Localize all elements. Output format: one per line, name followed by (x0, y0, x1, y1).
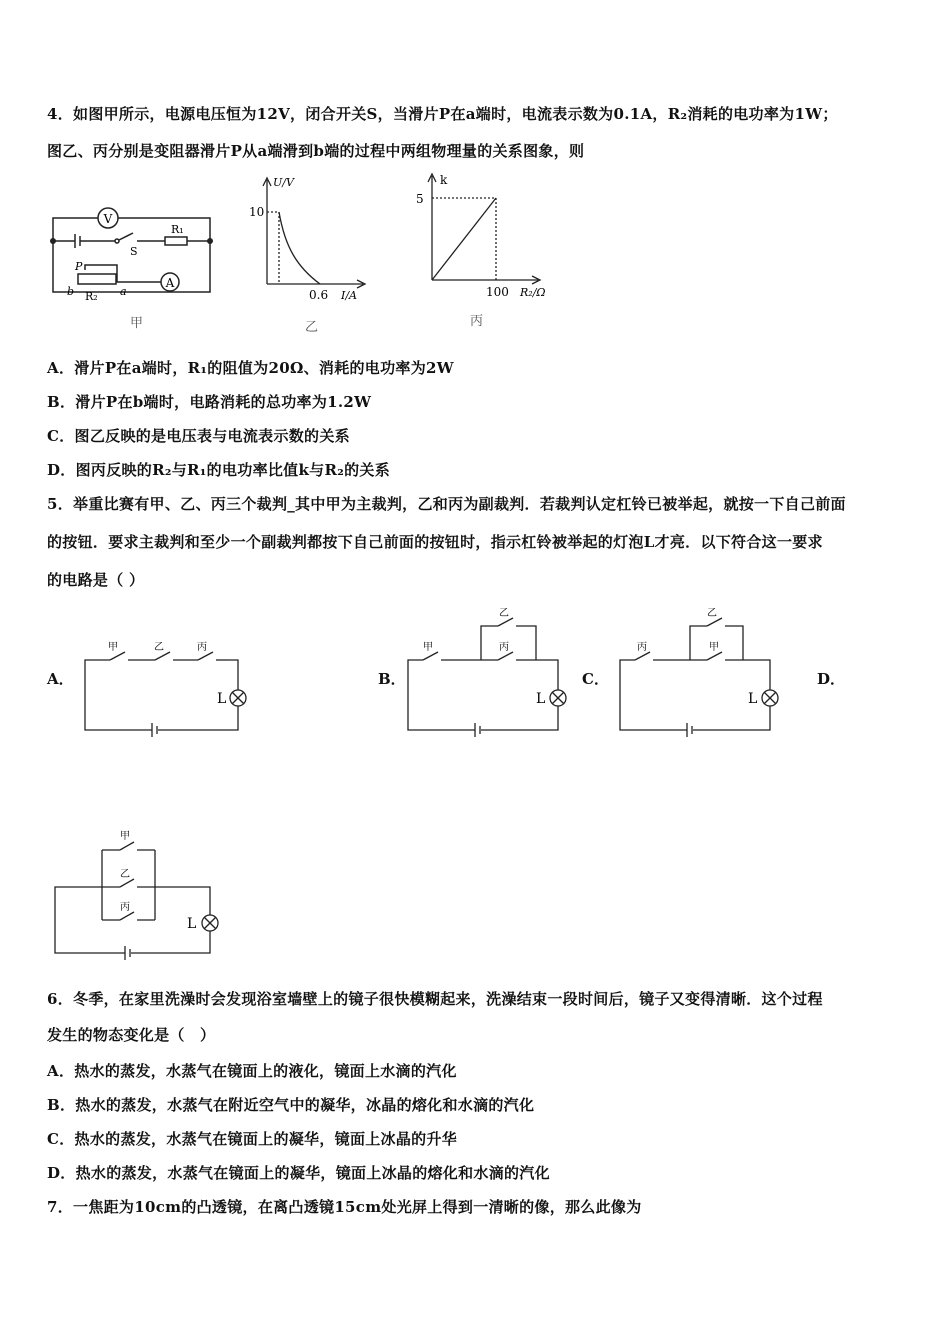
end-a-label: a (120, 285, 127, 298)
a-switch-bing: 丙 (197, 642, 207, 653)
b-switch-jia: 甲 (423, 642, 433, 653)
q4-option-b: B．滑片P在b端时，电路消耗的总功率为1.2W (47, 393, 372, 411)
c-lamp-label: L (748, 691, 758, 707)
c-switch-jia: 甲 (709, 642, 719, 653)
a-switch-jia: 甲 (108, 642, 118, 653)
r1-label: R₁ (171, 223, 184, 236)
caption-yi: 乙 (305, 320, 319, 335)
q6-option-b: B．热水的蒸发，水蒸气在附近空气中的凝华，冰晶的熔化和水滴的汽化 (47, 1096, 535, 1114)
voltmeter-label: V (103, 212, 113, 226)
q6-stem-line1: 6．冬季，在家里洗澡时会发现浴室墙壁上的镜子很快模糊起来，洗澡结束一段时间后，镜子又变得清晰．这个过程 (47, 990, 823, 1008)
a-switch-yi: 乙 (154, 642, 164, 653)
q6-option-d: D．热水的蒸发，水蒸气在镜面上的凝华，镜面上冰晶的熔化和水滴的汽化 (47, 1164, 550, 1182)
yi-xlabel: I/A (341, 289, 357, 302)
q4-stem-line2: 图乙、丙分别是变阻器滑片P从a端滑到b端的过程中两组物理量的关系图象，则 (47, 142, 585, 160)
q5-circuit-c (615, 598, 790, 738)
c-switch-bing: 丙 (637, 642, 647, 653)
ammeter-label: A (165, 276, 175, 290)
q5-label-b: B． (378, 670, 406, 688)
q5-label-d: D． (817, 670, 846, 688)
q6-option-c: C．热水的蒸发，水蒸气在镜面上的凝华，镜面上冰晶的升华 (47, 1130, 458, 1148)
q4-option-c: C．图乙反映的是电压表与电流表示数的关系 (47, 427, 350, 445)
q5-label-a: A． (47, 670, 74, 688)
yi-ytick: 10 (249, 205, 265, 219)
yi-xtick: 0.6 (309, 288, 329, 302)
caption-jia: 甲 (130, 316, 144, 331)
d-switch-yi: 乙 (120, 869, 130, 880)
q4-figure-bing-graph (408, 168, 558, 303)
q4-option-a: A．滑片P在a端时，R₁的阻值为20Ω、消耗的电功率为2W (47, 359, 454, 377)
slider-label: P (75, 260, 83, 273)
q5-stem-line1: 5．举重比赛有甲、乙、丙三个裁判_其中甲为主裁判，乙和丙为副裁判．若裁判认定杠铃已被举起，就按一下自己前面 (47, 495, 846, 513)
b-switch-yi: 乙 (499, 608, 509, 619)
switch-label: S (130, 245, 138, 258)
caption-bing: 丙 (470, 314, 484, 329)
q5-circuit-d (50, 825, 230, 965)
bing-xlabel: R₂/Ω (520, 286, 546, 299)
end-b-label: b (67, 285, 75, 298)
q4-figure-yi-graph (245, 172, 370, 307)
q7-stem-line1: 7．一焦距为10cm的凸透镜，在离凸透镜15cm处光屏上得到一清晰的像，那么此像为 (47, 1198, 642, 1216)
bing-xtick: 100 (486, 285, 509, 299)
q6-stem-line2: 发生的物态变化是（ ） (47, 1026, 216, 1044)
q5-circuit-b (403, 598, 578, 738)
q4-figure-jia-circuit (45, 200, 225, 310)
a-lamp-label: L (217, 691, 227, 707)
q6-option-a: A．热水的蒸发，水蒸气在镜面上的液化，镜面上水滴的汽化 (47, 1062, 457, 1080)
q5-circuit-a (80, 638, 255, 738)
d-switch-jia: 甲 (120, 831, 130, 842)
d-lamp-label: L (187, 916, 197, 932)
q4-option-d: D．图丙反映的R₂与R₁的电功率比值k与R₂的关系 (47, 461, 391, 479)
yi-ylabel: U/V (273, 176, 294, 189)
q4-stem-line1: 4．如图甲所示，电源电压恒为12V，闭合开关S，当滑片P在a端时，电流表示数为0.1A，R₂消耗的电功率为1W； (47, 105, 838, 123)
bing-ylabel: k (440, 173, 448, 187)
r2-label: R₂ (85, 290, 98, 303)
b-switch-bing: 丙 (499, 642, 509, 653)
q5-stem-line3: 的电路是（ ） (47, 571, 145, 589)
d-switch-bing: 丙 (120, 902, 130, 913)
b-lamp-label: L (536, 691, 546, 707)
q5-stem-line2: 的按钮．要求主裁判和至少一个副裁判都按下自己前面的按钮时，指示杠铃被举起的灯泡L才亮．以下符合这一要求 (47, 533, 823, 551)
bing-ytick: 5 (416, 192, 424, 206)
c-switch-yi: 乙 (707, 608, 717, 619)
q5-label-c: C． (582, 670, 609, 688)
